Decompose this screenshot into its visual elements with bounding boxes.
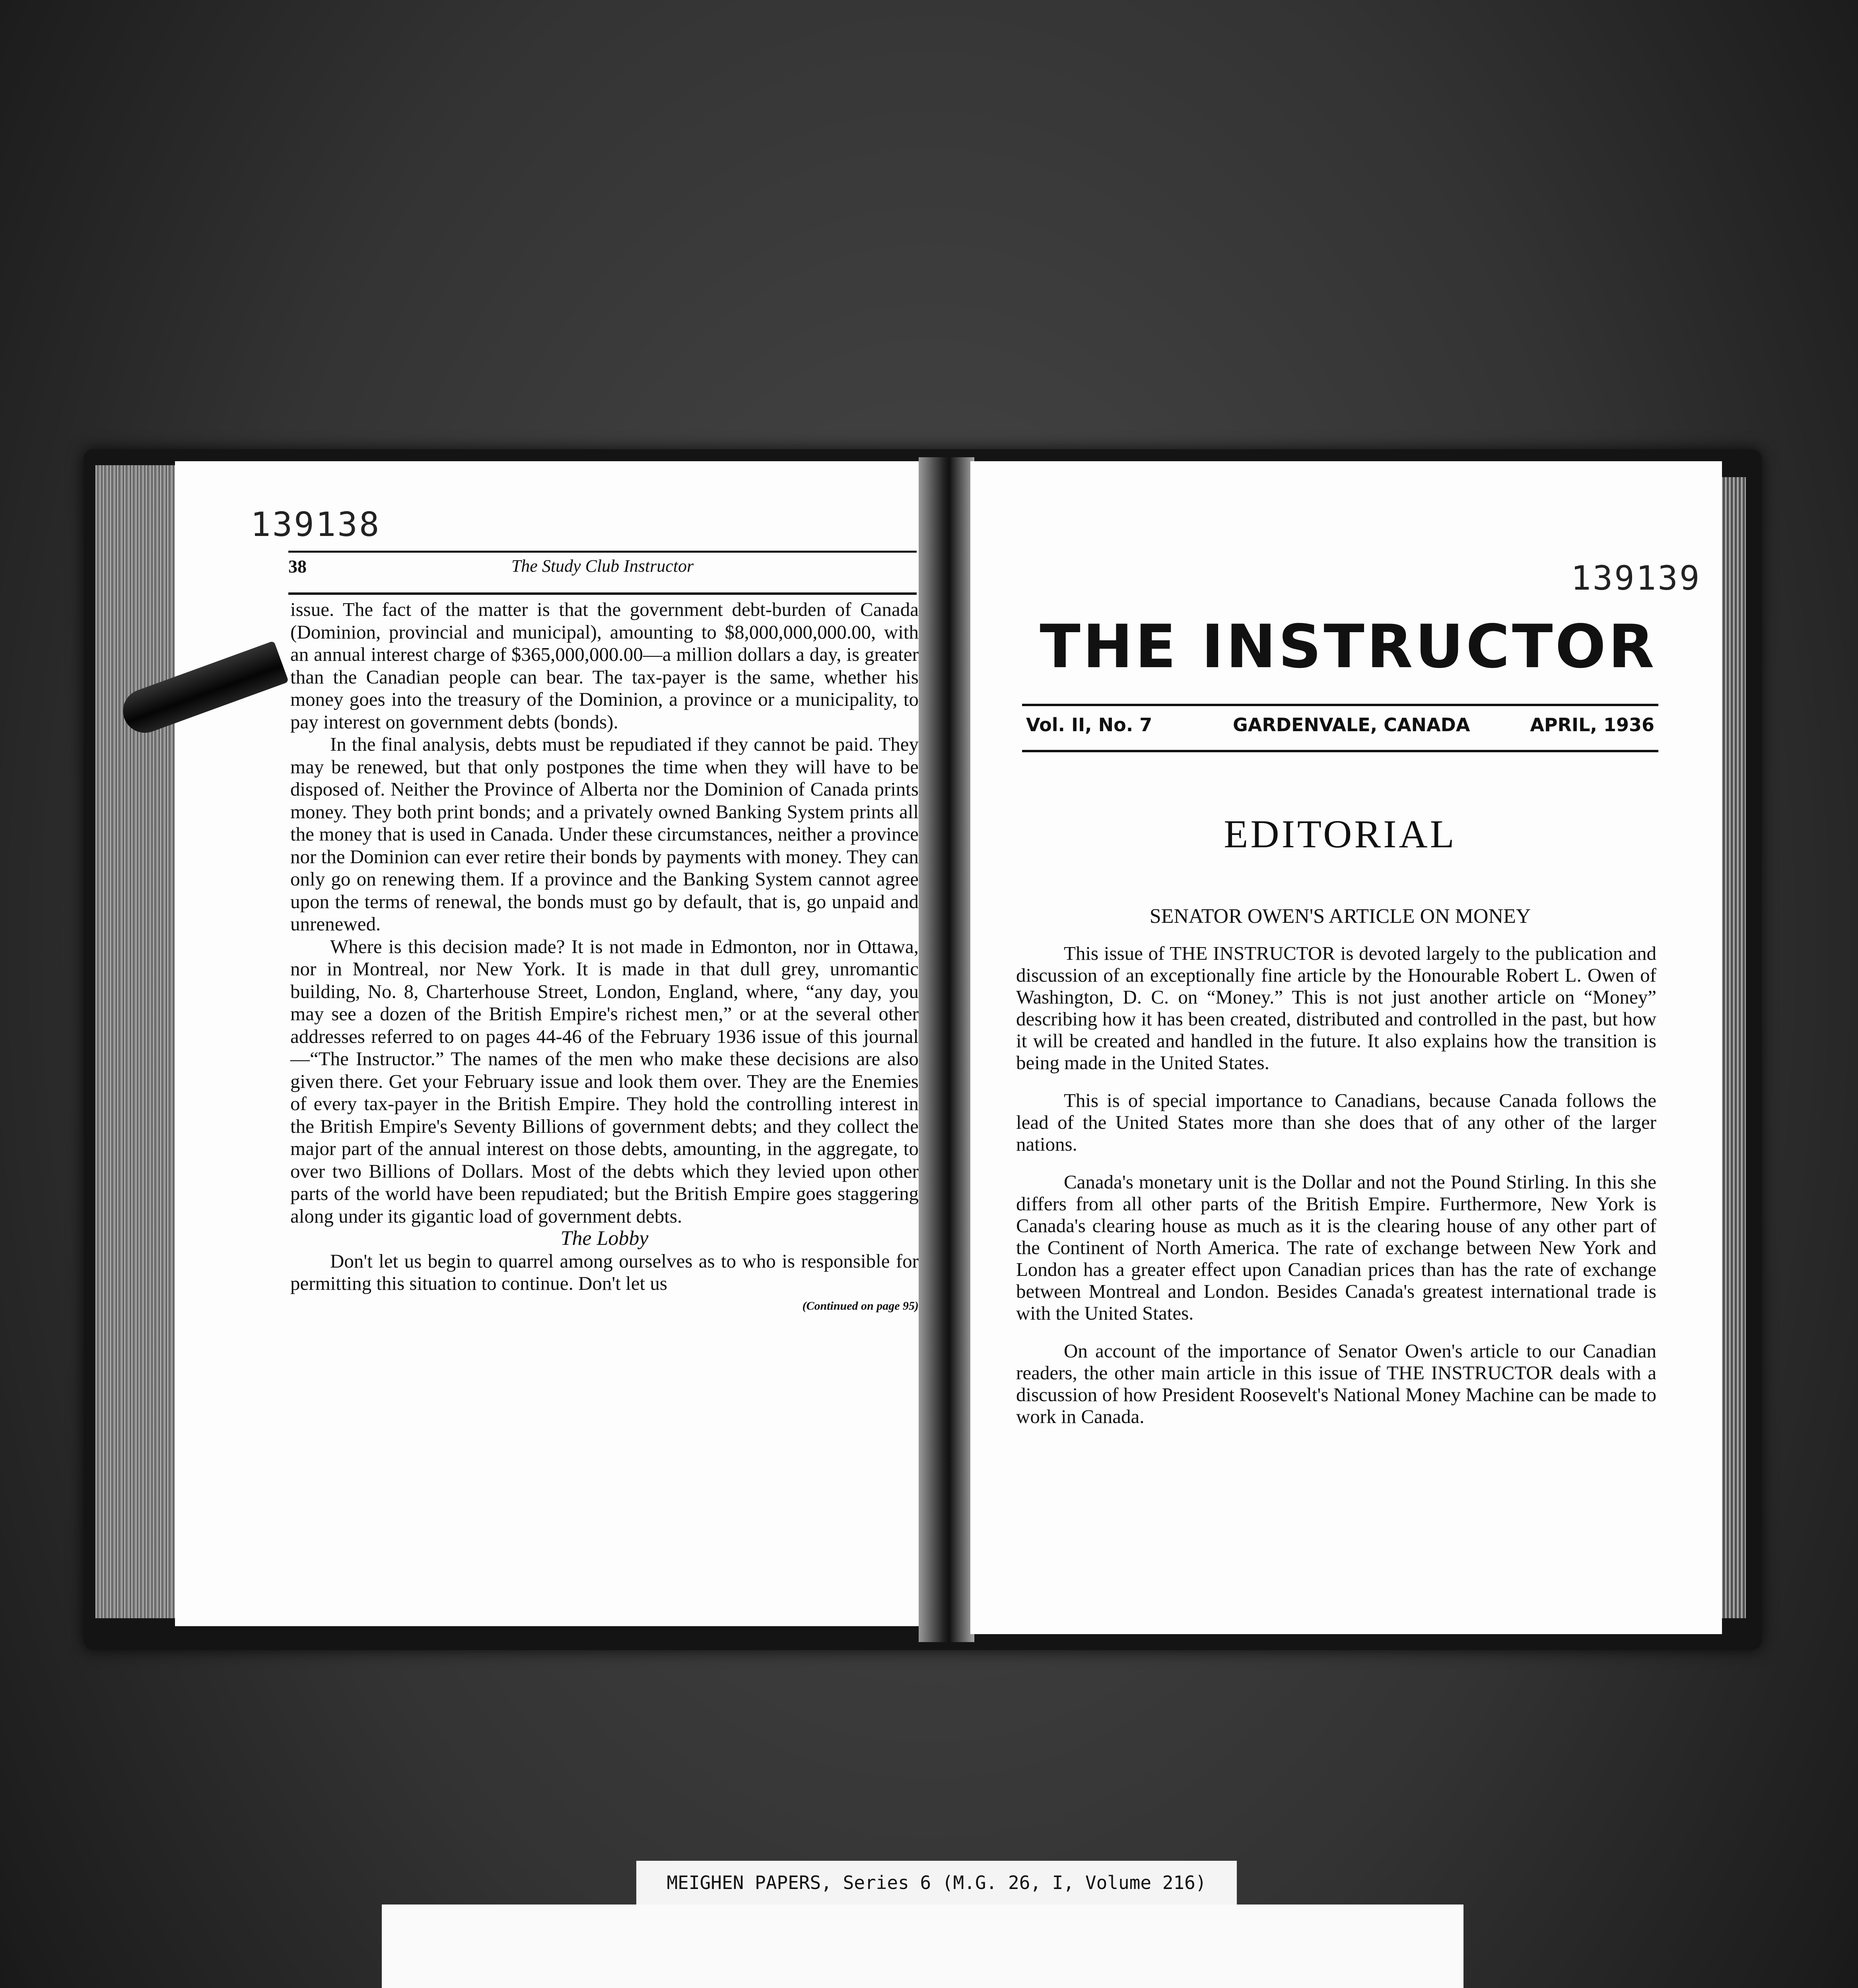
right-page bbox=[970, 461, 1722, 1634]
left-text-column bbox=[290, 598, 919, 1317]
publication-place: GARDENVALE, CANADA bbox=[1233, 714, 1470, 736]
section-title: EDITORIAL bbox=[1224, 812, 1457, 856]
running-title: The Study Club Instructor bbox=[511, 556, 694, 576]
paragraph: issue. The fact of the matter is that the government debt-burden of Canada (Dominion, provincial and municipal), amounting to $8,000,000,000.00, with an annual interest charge of $365,000,000.00—a million dollars a day, is greater than the Canadian people can bear. The tax-payer is the same, whether his money goes into the treasury of the Dominion, a province or a municipality, to pay interest on government debts (bonds). bbox=[290, 598, 919, 733]
page-number: 38 bbox=[288, 556, 307, 577]
paragraph: Don't let us begin to quarrel among ourselves as to who is responsible for permitting this situation to continue. Don't let us bbox=[290, 1250, 919, 1294]
paragraph: This is of special importance to Canadians, because Canada follows the lead of the United States more than she does that of any other of the larger nations. bbox=[1016, 1089, 1656, 1155]
paragraph: Where is this decision made? It is not made in Edmonton, nor in Ottawa, nor in Montreal, nor New York. It is made in that dull grey, unromantic building, No. 8, Charterhouse Street, London, England, where, “any day, you may see a dozen of the British Empire's richest men,” or at the several other addresses referred to on pages 44-46 of the February 1936 issue of this journal—“The Instructor.” The names of the men who make these decisions are also given there. Get your February issue and look them over. They are the Enemies of every tax-payer in the British Empire. They hold the controlling interest in the British Empire's Seventy Billions of government debts; and they collect the major part of the annual interest on those debts, amounting, in the aggregate, to over two Billions of Dollars. Most of the debts which they levied upon other parts of the world have been repudiated; but the British Empire goes staggering along under its gigantic load of government debts. bbox=[290, 935, 919, 1227]
issue-info-bar bbox=[1022, 704, 1658, 752]
paragraph: This issue of THE INSTRUCTOR is devoted largely to the publication and discussion of an exceptionally fine article by the Honourable Robert L. Owen of Washington, D. C. on “Money.” This is not just another article on “Money” describing how it has been created, distributed and controlled in the past, but how it will be created and handled in the future. It also explains how the transition is being made in the United States. bbox=[1016, 942, 1656, 1074]
book-gutter bbox=[919, 457, 974, 1642]
right-page-edges bbox=[1718, 477, 1746, 1618]
collection-label: MEIGHEN PAPERS, Series 6 (M.G. 26, I, Volume 216) bbox=[636, 1861, 1237, 1905]
left-page bbox=[175, 461, 923, 1626]
volume-number: Vol. II, No. 7 bbox=[1026, 714, 1153, 736]
continued-note: (Continued on page 95) bbox=[802, 1299, 919, 1312]
paragraph: In the final analysis, debts must be repudiated if they cannot be paid. They may be renewed, but that only postpones the time when they will have to be disposed of. Neither the Province of Alberta nor the Dominion of Canada prints money. They both print bonds; and a privately owned Banking System prints all the money that is used in Canada. Under these circumstances, neither a province nor the Dominion can ever retire their bonds by payments with money. They can only go on renewing them. If a province and the Banking System cannot agree upon the terms of renewal, the bonds must go by default, that is, go unpaid and unrenewed. bbox=[290, 733, 919, 935]
archive-number-stamp-right: 139139 bbox=[1571, 559, 1701, 598]
right-text-column bbox=[1016, 942, 1656, 1443]
running-header bbox=[288, 551, 917, 595]
archive-card bbox=[382, 1905, 1463, 1988]
issue-date: APRIL, 1936 bbox=[1530, 714, 1654, 736]
left-page-edges bbox=[95, 465, 179, 1618]
article-title: SENATOR OWEN'S ARTICLE ON MONEY bbox=[1149, 905, 1531, 928]
paragraph: On account of the importance of Senator Owen's article to our Canadian readers, the other main article in this issue of THE INSTRUCTOR deals with a discussion of how President Roosevelt's National Money Machine can be made to work in Canada. bbox=[1016, 1340, 1656, 1427]
paragraph: Canada's monetary unit is the Dollar and not the Pound Stirling. In this she differs from all other parts of the British Empire. Furthermore, New York is Canada's clearing house as much as it is the clearing house of any other part of the Continent of North America. The rate of exchange between New York and London has a greater effect upon Canadian prices than has the rate of exchange between Montreal and London. Besides Canada's greatest international trade is with the United States. bbox=[1016, 1171, 1656, 1324]
archive-number-stamp-left: 139138 bbox=[251, 505, 381, 544]
section-subheading: The Lobby bbox=[560, 1227, 649, 1250]
masthead: THE INSTRUCTOR bbox=[1040, 612, 1657, 681]
